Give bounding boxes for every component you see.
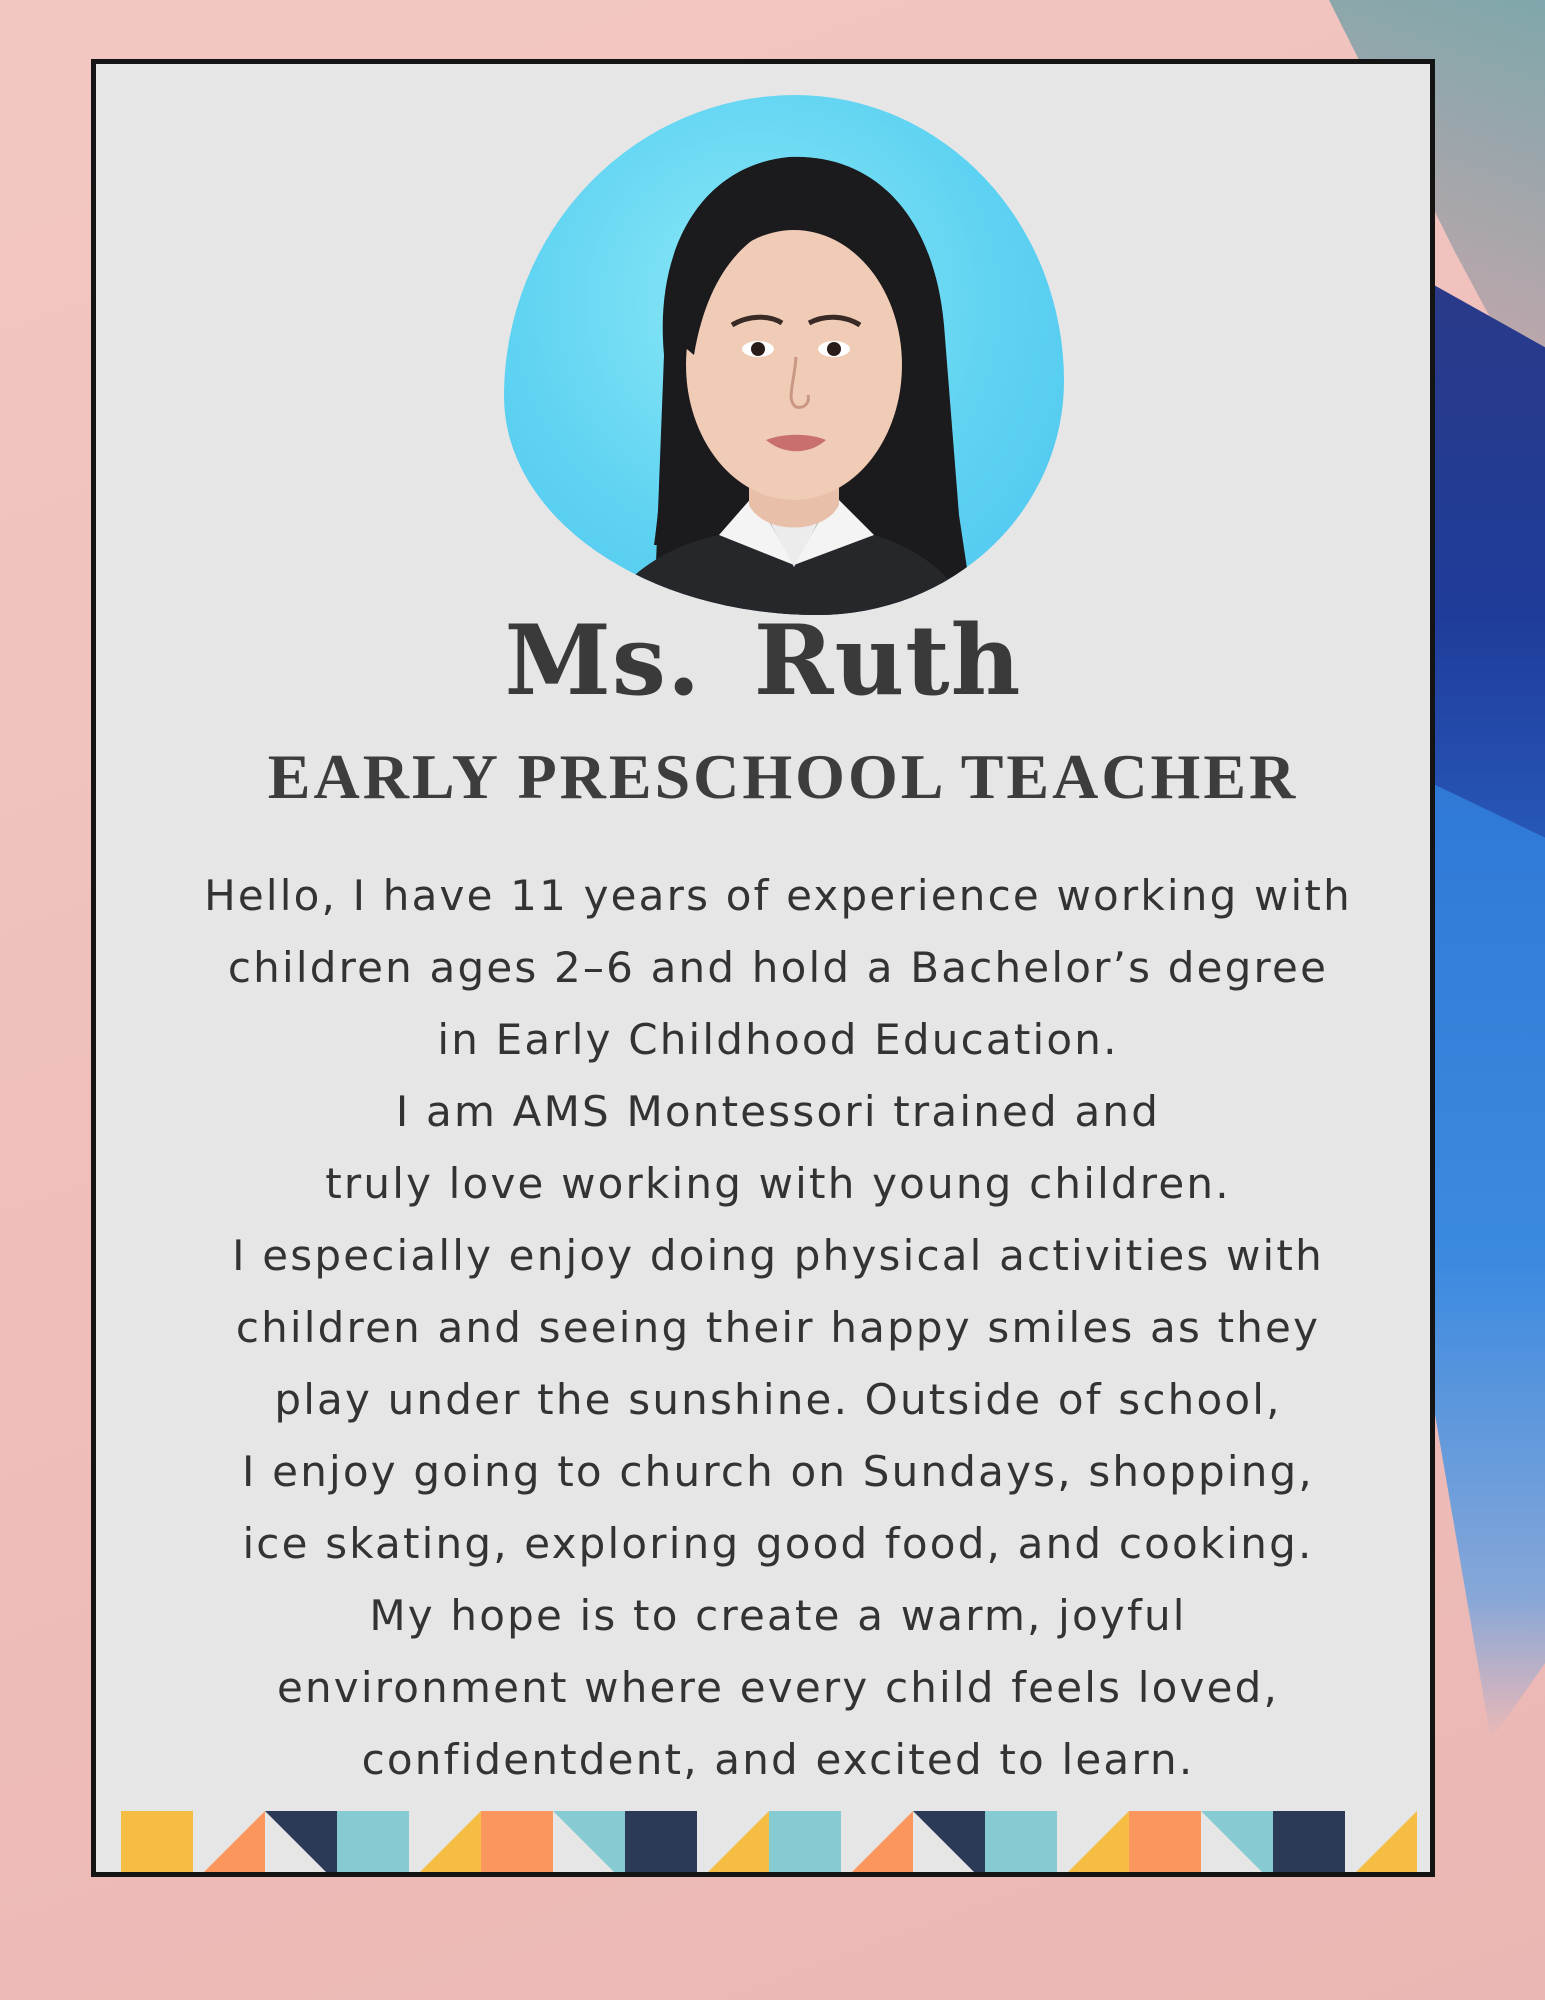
teacher-profile-card bbox=[91, 59, 1435, 1877]
teacher-bio bbox=[126, 860, 1430, 1796]
bio-line: Hello, I have 11 years of experience working with bbox=[204, 871, 1352, 920]
bio-line: I am AMS Montessori trained and bbox=[395, 1087, 1161, 1136]
bio-line: I enjoy going to church on Sundays, shopping, bbox=[242, 1447, 1314, 1496]
portrait-illustration bbox=[504, 95, 1064, 615]
bio-line: in Early Childhood Education. bbox=[437, 1015, 1119, 1064]
bio-line: children ages 2–6 and hold a Bachelor’s degree bbox=[227, 943, 1329, 992]
teacher-role: EARLY PRESCHOOL TEACHER bbox=[267, 741, 1299, 812]
background-blue-shape bbox=[1425, 780, 1545, 1740]
bio-line: confidentdent, and excited to learn. bbox=[361, 1735, 1195, 1784]
bio-line: I especially enjoy doing physical activities with bbox=[232, 1231, 1324, 1280]
bio-line: truly love working with young children. bbox=[325, 1159, 1231, 1208]
bio-line: children and seeing their happy smiles as they bbox=[235, 1303, 1321, 1352]
background-navy-shape bbox=[1425, 280, 1545, 840]
teacher-name: Ms. Ruth bbox=[504, 604, 1022, 717]
bio-line: play under the sunshine. Outside of school, bbox=[274, 1375, 1282, 1424]
portrait-photo bbox=[504, 95, 1064, 615]
photo-blob-background bbox=[504, 95, 1064, 615]
geometric-pattern-strip bbox=[121, 1811, 1421, 1877]
bio-line: ice skating, exploring good food, and cooking. bbox=[242, 1519, 1314, 1568]
bio-line: environment where every child feels loved, bbox=[276, 1663, 1280, 1712]
bio-line: My hope is to create a warm, joyful bbox=[369, 1591, 1187, 1640]
